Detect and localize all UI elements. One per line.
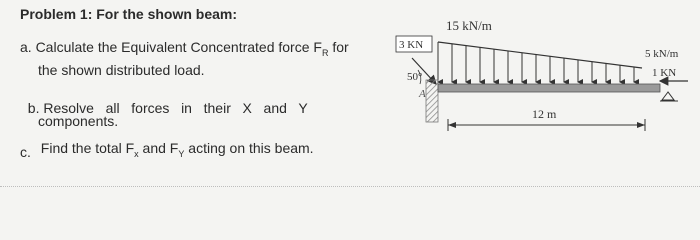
load-max-label: 15 kN/m (446, 18, 492, 33)
part-c: c. Find the total $F_x$ and $F_Y$ acting on this beam. (20, 140, 314, 160)
left-force-label-box (396, 36, 432, 52)
problem-title: Problem 1: For the shown beam: (20, 6, 238, 22)
fixed-support (426, 80, 438, 122)
left-force-label: 3 KN (399, 39, 424, 51)
angle-label: 50° (407, 71, 423, 83)
part-b-line2: components. (38, 113, 119, 129)
right-force-label: 1 KN (652, 67, 677, 79)
bottom-divider (0, 186, 700, 187)
part-a-line2: the shown distributed load. (38, 62, 205, 78)
beam (438, 84, 660, 92)
distributed-load (438, 42, 642, 82)
length-label: 12 m (532, 107, 557, 121)
support-label: A (419, 88, 426, 100)
part-a-line1: a. Calculate the Equivalent Concentrated force $F_R$ for (20, 39, 349, 58)
part-b-line1: b. Resolve all forces in their X and Y (27, 100, 308, 116)
right-support (660, 92, 678, 101)
load-min-label: 5 kN/m (645, 48, 679, 60)
